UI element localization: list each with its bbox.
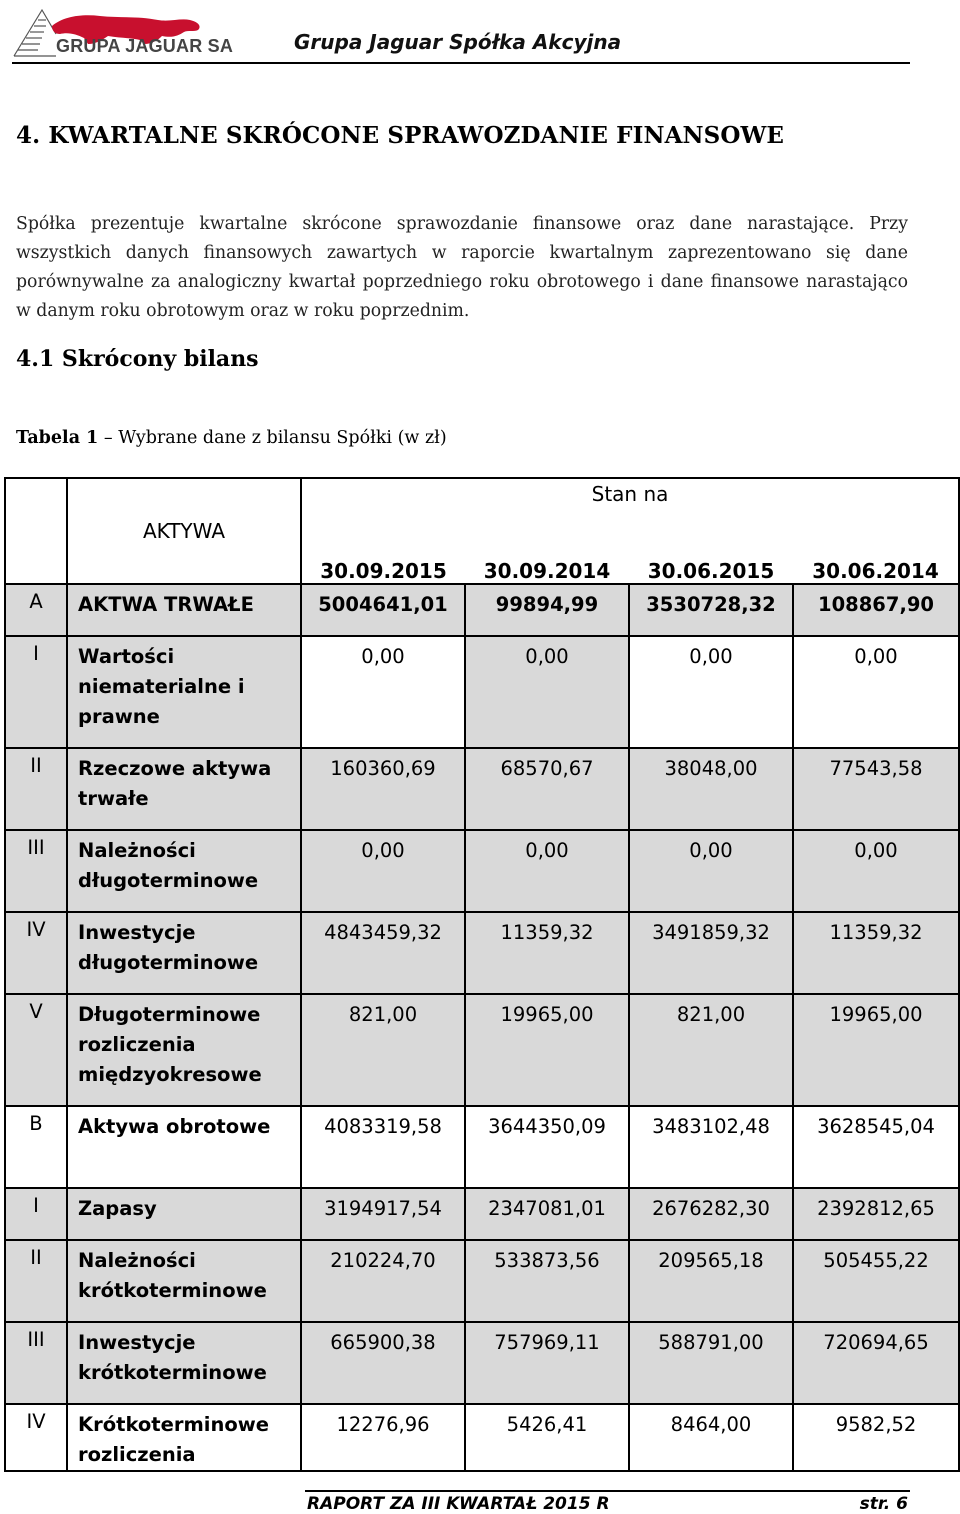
row-value: 821,00 (301, 994, 465, 1106)
row-label: Inwestycje długoterminowe (67, 912, 301, 994)
table-row (5, 1106, 959, 1188)
table-row (5, 748, 959, 830)
table-row (5, 1404, 959, 1471)
row-value: 0,00 (301, 830, 465, 912)
subsection-title: 4.1 Skrócony bilans (16, 346, 259, 372)
caption-text: Wybrane dane z bilansu Spółki (w zł) (118, 428, 447, 448)
logo-text: GRUPA JAGUAR SA (56, 36, 234, 56)
row-value: 0,00 (629, 636, 793, 748)
date-header: 30.06.2014 (793, 532, 959, 584)
row-value: 588791,00 (629, 1322, 793, 1404)
page-footer (305, 1490, 910, 1514)
table-caption (16, 428, 447, 448)
table-header-row (5, 478, 959, 532)
row-roman: V (5, 994, 67, 1106)
row-value: 19965,00 (465, 994, 629, 1106)
table-row (5, 1188, 959, 1240)
row-value: 3530728,32 (629, 584, 793, 636)
table-row (5, 636, 959, 748)
row-value: 108867,90 (793, 584, 959, 636)
row-value: 0,00 (793, 830, 959, 912)
header-stan-na: Stan na (301, 478, 959, 532)
row-roman: II (5, 748, 67, 830)
row-value: 12276,96 (301, 1404, 465, 1471)
row-value: 2347081,01 (465, 1188, 629, 1240)
row-value: 19965,00 (793, 994, 959, 1106)
row-value: 3628545,04 (793, 1106, 959, 1188)
row-value: 11359,32 (793, 912, 959, 994)
row-value: 0,00 (465, 636, 629, 748)
row-value: 3644350,09 (465, 1106, 629, 1188)
row-value: 0,00 (629, 830, 793, 912)
row-value: 720694,65 (793, 1322, 959, 1404)
row-value: 160360,69 (301, 748, 465, 830)
row-value: 209565,18 (629, 1240, 793, 1322)
row-value: 2676282,30 (629, 1188, 793, 1240)
table-row (5, 994, 959, 1106)
row-value: 665900,38 (301, 1322, 465, 1404)
row-value: 3483102,48 (629, 1106, 793, 1188)
row-roman: IV (5, 1404, 67, 1471)
caption-dash: – (98, 428, 119, 448)
row-value: 5004641,01 (301, 584, 465, 636)
company-name: Grupa Jaguar Spółka Akcyjna (294, 30, 622, 54)
row-value: 757969,11 (465, 1322, 629, 1404)
row-value: 3491859,32 (629, 912, 793, 994)
row-value: 0,00 (465, 830, 629, 912)
footer-report: RAPORT ZA III KWARTAŁ 2015 R (307, 1494, 610, 1514)
row-label: Wartości niematerialne i prawne (67, 636, 301, 748)
table-row (5, 912, 959, 994)
row-value: 0,00 (793, 636, 959, 748)
row-roman: I (5, 636, 67, 748)
row-value: 4083319,58 (301, 1106, 465, 1188)
row-value: 210224,70 (301, 1240, 465, 1322)
row-roman: I (5, 1188, 67, 1240)
row-value: 3194917,54 (301, 1188, 465, 1240)
intro-paragraph: Spółka prezentuje kwartalne skrócone sprawozdanie finansowe oraz dane narastające. Przy wszystkich danych finansowych zawartych w raporcie kwartalnym zaprezentowano się dane porównywalne za analogiczny kwartał poprzedniego roku obrotowego i dane finansowe narastająco w danym roku obrotowym oraz w roku poprzednim. (16, 214, 908, 321)
row-label: Inwestycje krótkoterminowe (67, 1322, 301, 1404)
row-value: 8464,00 (629, 1404, 793, 1471)
table-row (5, 1240, 959, 1322)
row-roman: B (5, 1106, 67, 1188)
row-label: Należności długoterminowe (67, 830, 301, 912)
caption-label: Tabela 1 (16, 428, 99, 448)
row-value: 0,00 (301, 636, 465, 748)
row-value: 11359,32 (465, 912, 629, 994)
row-label: Krótkoterminowe rozliczenia (67, 1404, 301, 1471)
row-label: Należności krótkoterminowe (67, 1240, 301, 1322)
header-empty-cell (5, 478, 67, 584)
row-value: 505455,22 (793, 1240, 959, 1322)
date-header: 30.06.2015 (629, 532, 793, 584)
row-value: 38048,00 (629, 748, 793, 830)
section-title: 4. KWARTALNE SKRÓCONE SPRAWOZDANIE FINANSOWE (16, 122, 785, 149)
row-label: Zapasy (67, 1188, 301, 1240)
row-label: Długoterminowe rozliczenia międzyokresowe (67, 994, 301, 1106)
row-value: 2392812,65 (793, 1188, 959, 1240)
row-roman: A (5, 584, 67, 636)
table-row (5, 1322, 959, 1404)
header-aktywa: AKTYWA (67, 478, 301, 584)
row-roman: IV (5, 912, 67, 994)
row-value: 821,00 (629, 994, 793, 1106)
row-roman: III (5, 1322, 67, 1404)
table-row (5, 584, 959, 636)
footer-page-number: str. 6 (859, 1494, 908, 1514)
page-header (12, 0, 910, 64)
date-header: 30.09.2015 (301, 532, 465, 584)
row-roman: III (5, 830, 67, 912)
balance-table (4, 477, 960, 1472)
row-label: AKTWA TRWAŁE (67, 584, 301, 636)
row-value: 99894,99 (465, 584, 629, 636)
row-label: Aktywa obrotowe (67, 1106, 301, 1188)
row-value: 9582,52 (793, 1404, 959, 1471)
row-value: 77543,58 (793, 748, 959, 830)
row-value: 68570,67 (465, 748, 629, 830)
date-header: 30.09.2014 (465, 532, 629, 584)
row-value: 533873,56 (465, 1240, 629, 1322)
table-row (5, 830, 959, 912)
row-label: Rzeczowe aktywa trwałe (67, 748, 301, 830)
row-roman: II (5, 1240, 67, 1322)
row-value: 5426,41 (465, 1404, 629, 1471)
row-value: 4843459,32 (301, 912, 465, 994)
